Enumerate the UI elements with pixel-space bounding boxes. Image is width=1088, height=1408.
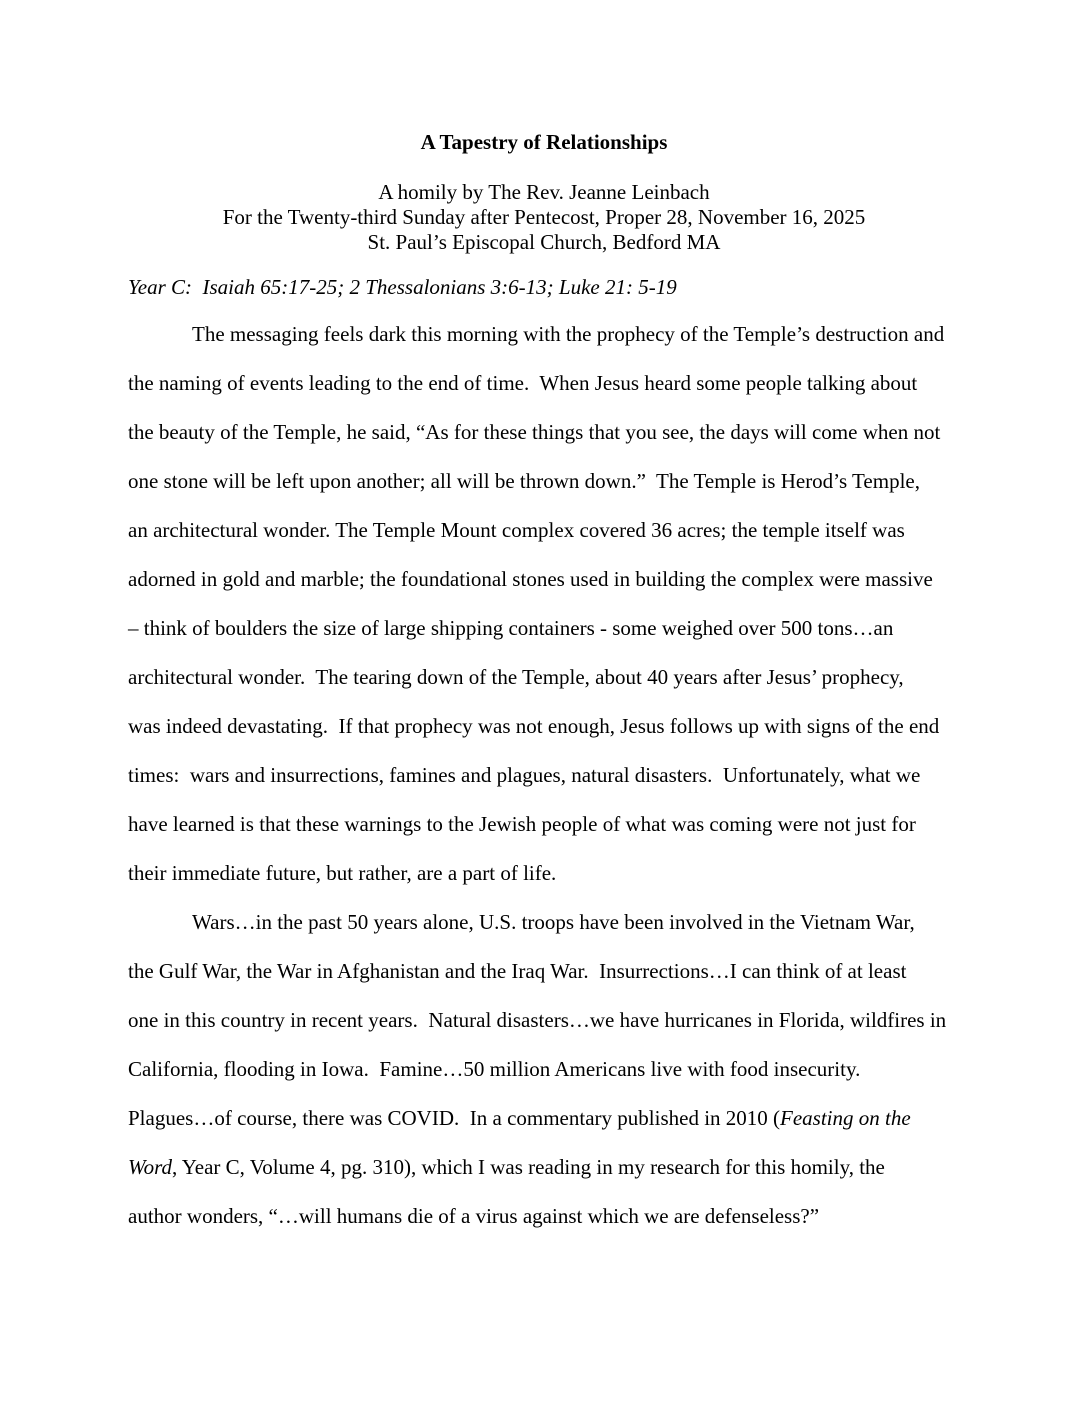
- header-line: A homily by The Rev. Jeanne Leinbach: [378, 180, 710, 204]
- body-line: was indeed devastating. If that prophecy was not enough, Jesus follows up with signs of the end: [128, 714, 940, 738]
- body-line: Plagues…of course, there was COVID. In a commentary published in 2010 (Feasting on the: [128, 1106, 911, 1130]
- body-line: times: wars and insurrections, famines and plagues, natural disasters. Unfortunately, what we: [128, 763, 921, 787]
- body-line: have learned is that these warnings to the Jewish people of what was coming were not just for: [128, 812, 916, 836]
- body-line: one stone will be left upon another; all will be thrown down.” The Temple is Herod’s Temple,: [128, 469, 920, 493]
- body-line: one in this country in recent years. Natural disasters…we have hurricanes in Florida, wildfires in: [128, 1008, 947, 1032]
- header-line: For the Twenty-third Sunday after Pentecost, Proper 28, November 16, 2025: [222, 205, 866, 229]
- body-lines: [128, 310, 960, 1241]
- header-lines: [128, 180, 960, 255]
- body-line: Word, Year C, Volume 4, pg. 310), which I was reading in my research for this homily, the: [128, 1155, 885, 1179]
- header-line: St. Paul’s Episcopal Church, Bedford MA: [367, 230, 721, 254]
- body-line: an architectural wonder. The Temple Mount complex covered 36 acres; the temple itself was: [128, 518, 905, 542]
- body-line: adorned in gold and marble; the foundational stones used in building the complex were massive: [128, 567, 933, 591]
- body-line: the Gulf War, the War in Afghanistan and the Iraq War. Insurrections…I can think of at least: [128, 959, 907, 983]
- body-line: The messaging feels dark this morning with the prophecy of the Temple’s destruction and: [192, 322, 945, 346]
- body-line: architectural wonder. The tearing down of the Temple, about 40 years after Jesus’ prophecy,: [128, 665, 904, 689]
- body-line: California, flooding in Iowa. Famine…50 million Americans live with food insecurity.: [128, 1057, 861, 1081]
- body-line: author wonders, “…will humans die of a virus against which we are defenseless?”: [128, 1204, 820, 1228]
- document-title: A Tapestry of Relationships: [420, 130, 668, 154]
- body-line: Wars…in the past 50 years alone, U.S. troops have been involved in the Vietnam War,: [192, 910, 915, 934]
- scripture-reference: Year C: Isaiah 65:17-25; 2 Thessalonians 3:6-13; Luke 21: 5-19: [128, 275, 677, 299]
- body-line: the beauty of the Temple, he said, “As for these things that you see, the days will come when not: [128, 420, 941, 444]
- body-line: – think of boulders the size of large shipping containers - some weighed over 500 tons…an: [128, 616, 894, 640]
- spacer: [128, 155, 960, 180]
- body-line: their immediate future, but rather, are a part of life.: [128, 861, 557, 885]
- body-line: the naming of events leading to the end of time. When Jesus heard some people talking about: [128, 371, 918, 395]
